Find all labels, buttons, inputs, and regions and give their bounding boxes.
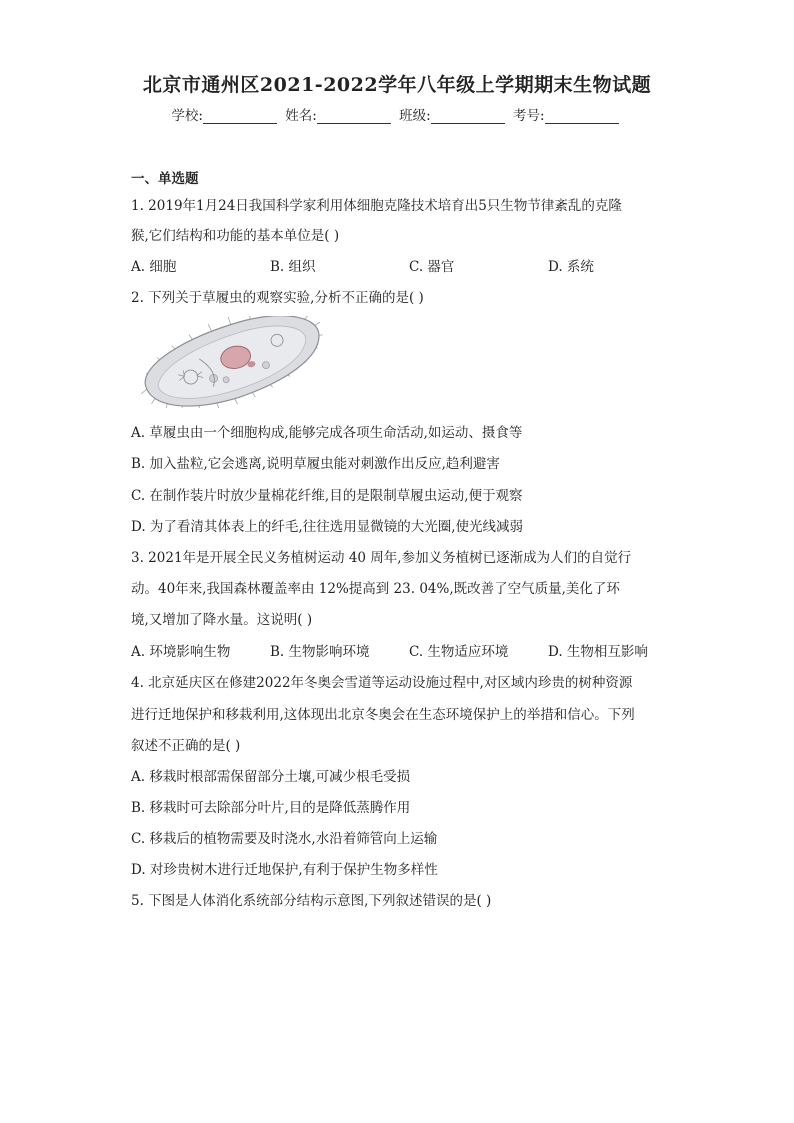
q1-option-a[interactable]: A. 细胞 xyxy=(131,259,177,275)
school-label: 学校: xyxy=(171,108,203,124)
q1-stem-line2: 猴,它们结构和功能的基本单位是( ) xyxy=(131,228,340,244)
q1-stem-line1: 1. 2019年1月24日我国科学家利用体细胞克隆技术培育出5只生物节律紊乱的克隆 xyxy=(131,198,622,214)
document-title: 北京市通州区2021-2022学年八年级上学期期末生物试题 xyxy=(142,74,652,96)
q3-stem-line2: 动。40年来,我国森林覆盖率由 12%提高到 23. 04%,既改善了空气质量,美化了环 xyxy=(131,581,620,597)
q2-option-a[interactable]: A. 草履虫由一个细胞构成,能够完成各项生命活动,如运动、摄食等 xyxy=(131,425,523,441)
q3-stem-line1: 3. 2021年是开展全民义务植树运动 40 周年,参加义务植树已逐渐成为人们的自觉行 xyxy=(131,550,632,566)
q3-option-b[interactable]: B. 生物影响环境 xyxy=(270,644,370,660)
q1-option-b[interactable]: B. 组织 xyxy=(270,259,316,275)
class-label: 班级: xyxy=(399,108,431,124)
q4-option-a[interactable]: A. 移栽时根部需保留部分土壤,可减少根毛受损 xyxy=(131,769,411,785)
q3-option-d[interactable]: D. 生物相互影响 xyxy=(548,644,648,660)
q1-options xyxy=(131,255,594,275)
q3-option-c[interactable]: C. 生物适应环境 xyxy=(409,644,509,660)
name-blank[interactable] xyxy=(317,109,391,124)
section-heading: 一、单选题 xyxy=(131,171,199,187)
name-label: 姓名: xyxy=(285,108,317,124)
number-label: 考号: xyxy=(513,108,545,124)
q1-option-d[interactable]: D. 系统 xyxy=(548,259,594,275)
q3-stem-line3: 境,又增加了降水量。这说明( ) xyxy=(131,612,313,628)
q4-option-b[interactable]: B. 移栽时可去除部分叶片,目的是降低蒸腾作用 xyxy=(131,800,411,816)
q2-option-c[interactable]: C. 在制作装片时放少量棉花纤维,目的是限制草履虫运动,便于观察 xyxy=(131,488,523,504)
student-info-line xyxy=(0,104,794,124)
q1-option-c[interactable]: C. 器官 xyxy=(409,259,455,275)
q3-option-a[interactable]: A. 环境影响生物 xyxy=(131,644,231,660)
q4-stem-line1: 4. 北京延庆区在修建2022年冬奥会雪道等运动设施过程中,对区域内珍贵的树种资源 xyxy=(131,675,633,691)
q4-option-c[interactable]: C. 移栽后的植物需要及时浇水,水沿着筛管向上运输 xyxy=(131,831,438,847)
q2-stem: 2. 下列关于草履虫的观察实验,分析不正确的是( ) xyxy=(131,290,424,306)
q4-stem-line2: 进行迁地保护和移栽利用,这体现出北京冬奥会在生态环境保护上的举措和信心。下列 xyxy=(131,707,635,723)
paramecium-figure xyxy=(131,316,336,408)
number-blank[interactable] xyxy=(545,109,619,124)
q3-options xyxy=(131,640,648,660)
q2-option-d[interactable]: D. 为了看清其体表上的纤毛,往往选用显微镜的大光圈,使光线减弱 xyxy=(131,519,524,535)
q5-stem: 5. 下图是人体消化系统部分结构示意图,下列叙述错误的是( ) xyxy=(131,893,492,909)
school-blank[interactable] xyxy=(203,109,277,124)
q4-stem-line3: 叙述不正确的是( ) xyxy=(131,738,241,754)
q2-option-b[interactable]: B. 加入盐粒,它会逃离,说明草履虫能对刺激作出反应,趋利避害 xyxy=(131,456,500,472)
q4-option-d[interactable]: D. 对珍贵树木进行迁地保护,有利于保护生物多样性 xyxy=(131,862,438,878)
class-blank[interactable] xyxy=(431,109,505,124)
